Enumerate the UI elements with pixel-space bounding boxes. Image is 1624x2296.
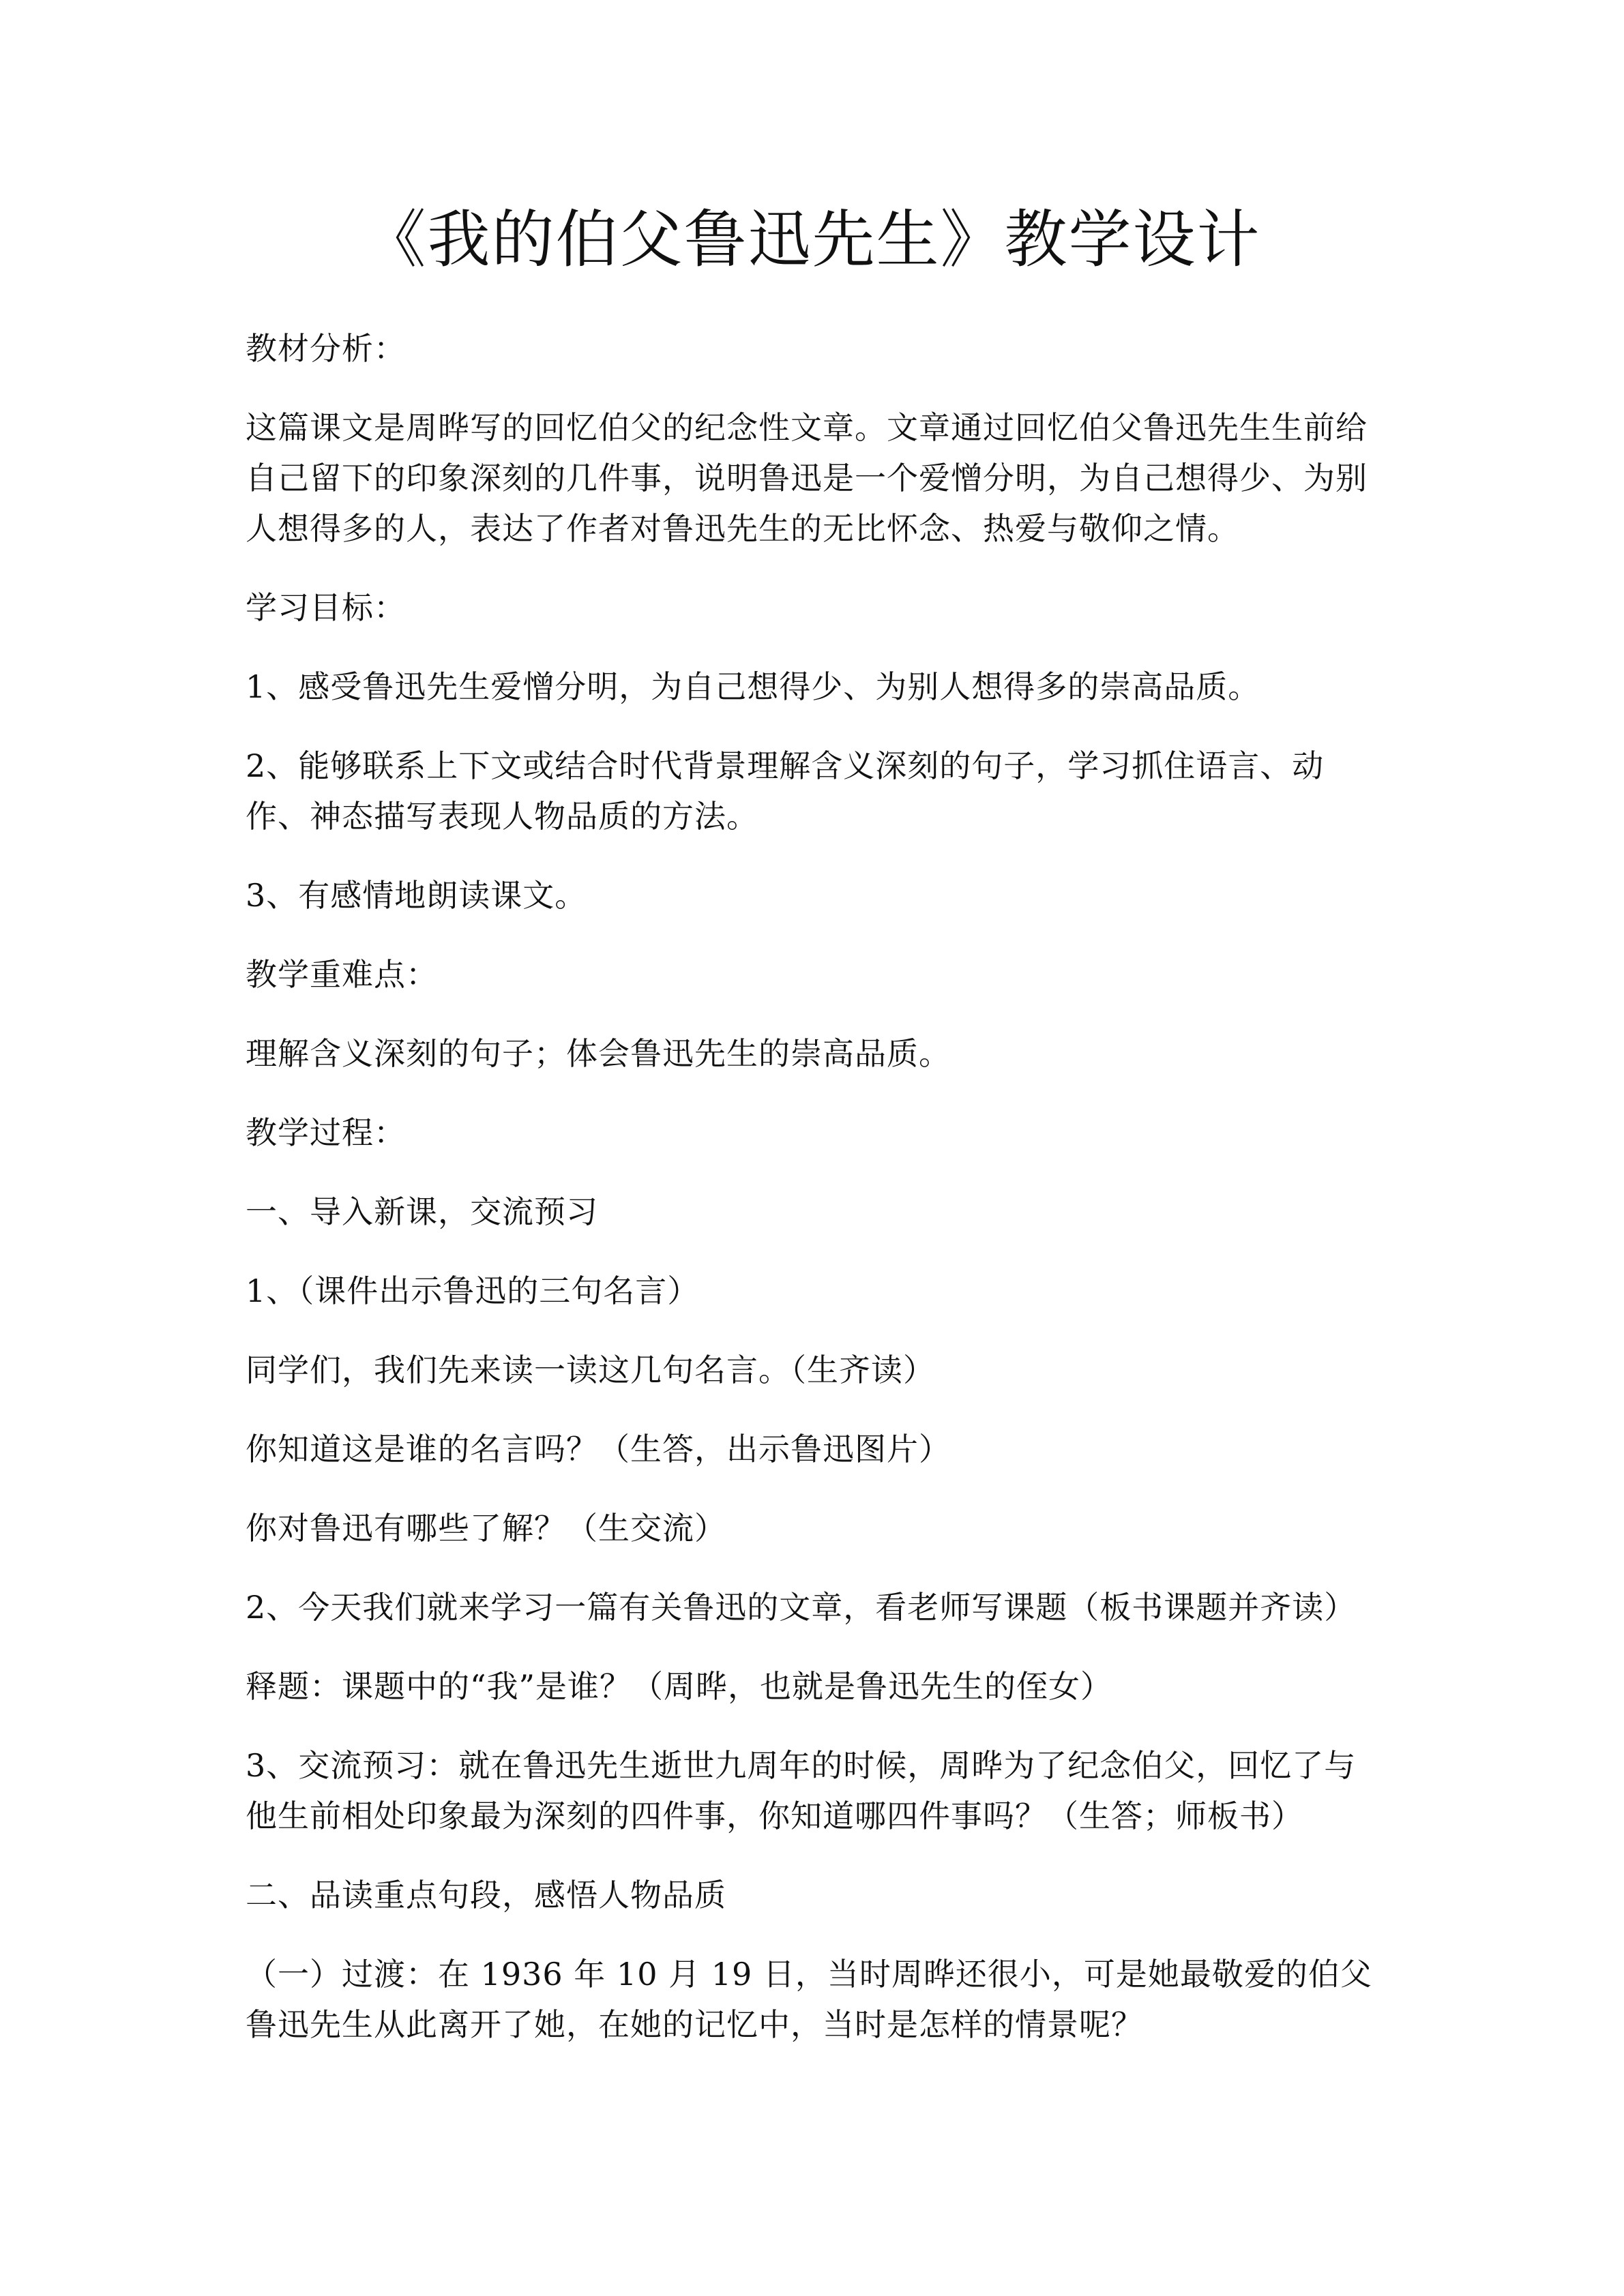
process-line-explain-title: 释题：课题中的“我”是谁？（周晔，也就是鲁迅先生的侄女）	[246, 1668, 1113, 1705]
process-line-read-quotes: 同学们，我们先来读一读这几句名言。（生齐读）	[246, 1352, 935, 1388]
goal-item-1: 1、感受鲁迅先生爱憎分明，为自己想得少、为别人想得多的崇高品质。	[246, 668, 1260, 705]
process-line-whose-quotes: 你知道这是谁的名言吗？（生答，出示鲁迅图片）	[246, 1431, 951, 1467]
process-line-know-luxun: 你对鲁迅有哪些了解？（生交流）	[246, 1510, 726, 1547]
process-step-1-heading: 一、导入新课，交流预习	[246, 1193, 598, 1230]
process-step-2-transition: （一）过渡：在 1936 年 10 月 19 日，当时周晔还很小，可是她最敬爱的伯父鲁迅先生从此离开了她，在她的记忆中，当时是怎样的情景呢？	[246, 1956, 1372, 2043]
section-heading-learning-goals: 学习目标：	[246, 589, 406, 626]
document-body	[246, 323, 1378, 2078]
section-heading-teaching-process: 教学过程：	[246, 1114, 406, 1151]
section-heading-material-analysis: 教材分析：	[246, 330, 406, 367]
paragraph-key-points: 理解含义深刻的句子；体会鲁迅先生的崇高品质。	[246, 1035, 951, 1072]
process-step-1-item-3: 3、交流预习：就在鲁迅先生逝世九周年的时候，周晔为了纪念伯父，回忆了与他生前相处印象最为深刻的四件事，你知道哪四件事吗？（生答；师板书）	[246, 1747, 1357, 1834]
paragraph-material-analysis: 这篇课文是周晔写的回忆伯父的纪念性文章。文章通过回忆伯父鲁迅先生生前给自己留下的印象深刻的几件事，说明鲁迅是一个爱憎分明，为自己想得少、为别人想得多的人，表达了作者对鲁迅先生的无比怀念、热爱与敬仰之情。	[246, 409, 1368, 547]
process-step-1-item-2: 2、今天我们就来学习一篇有关鲁迅的文章，看老师写课题（板书课题并齐读）	[246, 1589, 1357, 1626]
section-heading-key-points: 教学重难点：	[246, 956, 438, 993]
goal-item-2: 2、能够联系上下文或结合时代背景理解含义深刻的句子，学习抓住语言、动作、神态描写表现人物品质的方法。	[246, 747, 1325, 835]
document-title: 《我的伯父鲁迅先生》教学设计	[363, 203, 1261, 276]
process-step-2-heading: 二、品读重点句段，感悟人物品质	[246, 1877, 726, 1913]
goal-item-3: 3、有感情地朗读课文。	[246, 877, 587, 914]
process-step-1-item-1: 1、（课件出示鲁迅的三句名言）	[246, 1272, 700, 1309]
